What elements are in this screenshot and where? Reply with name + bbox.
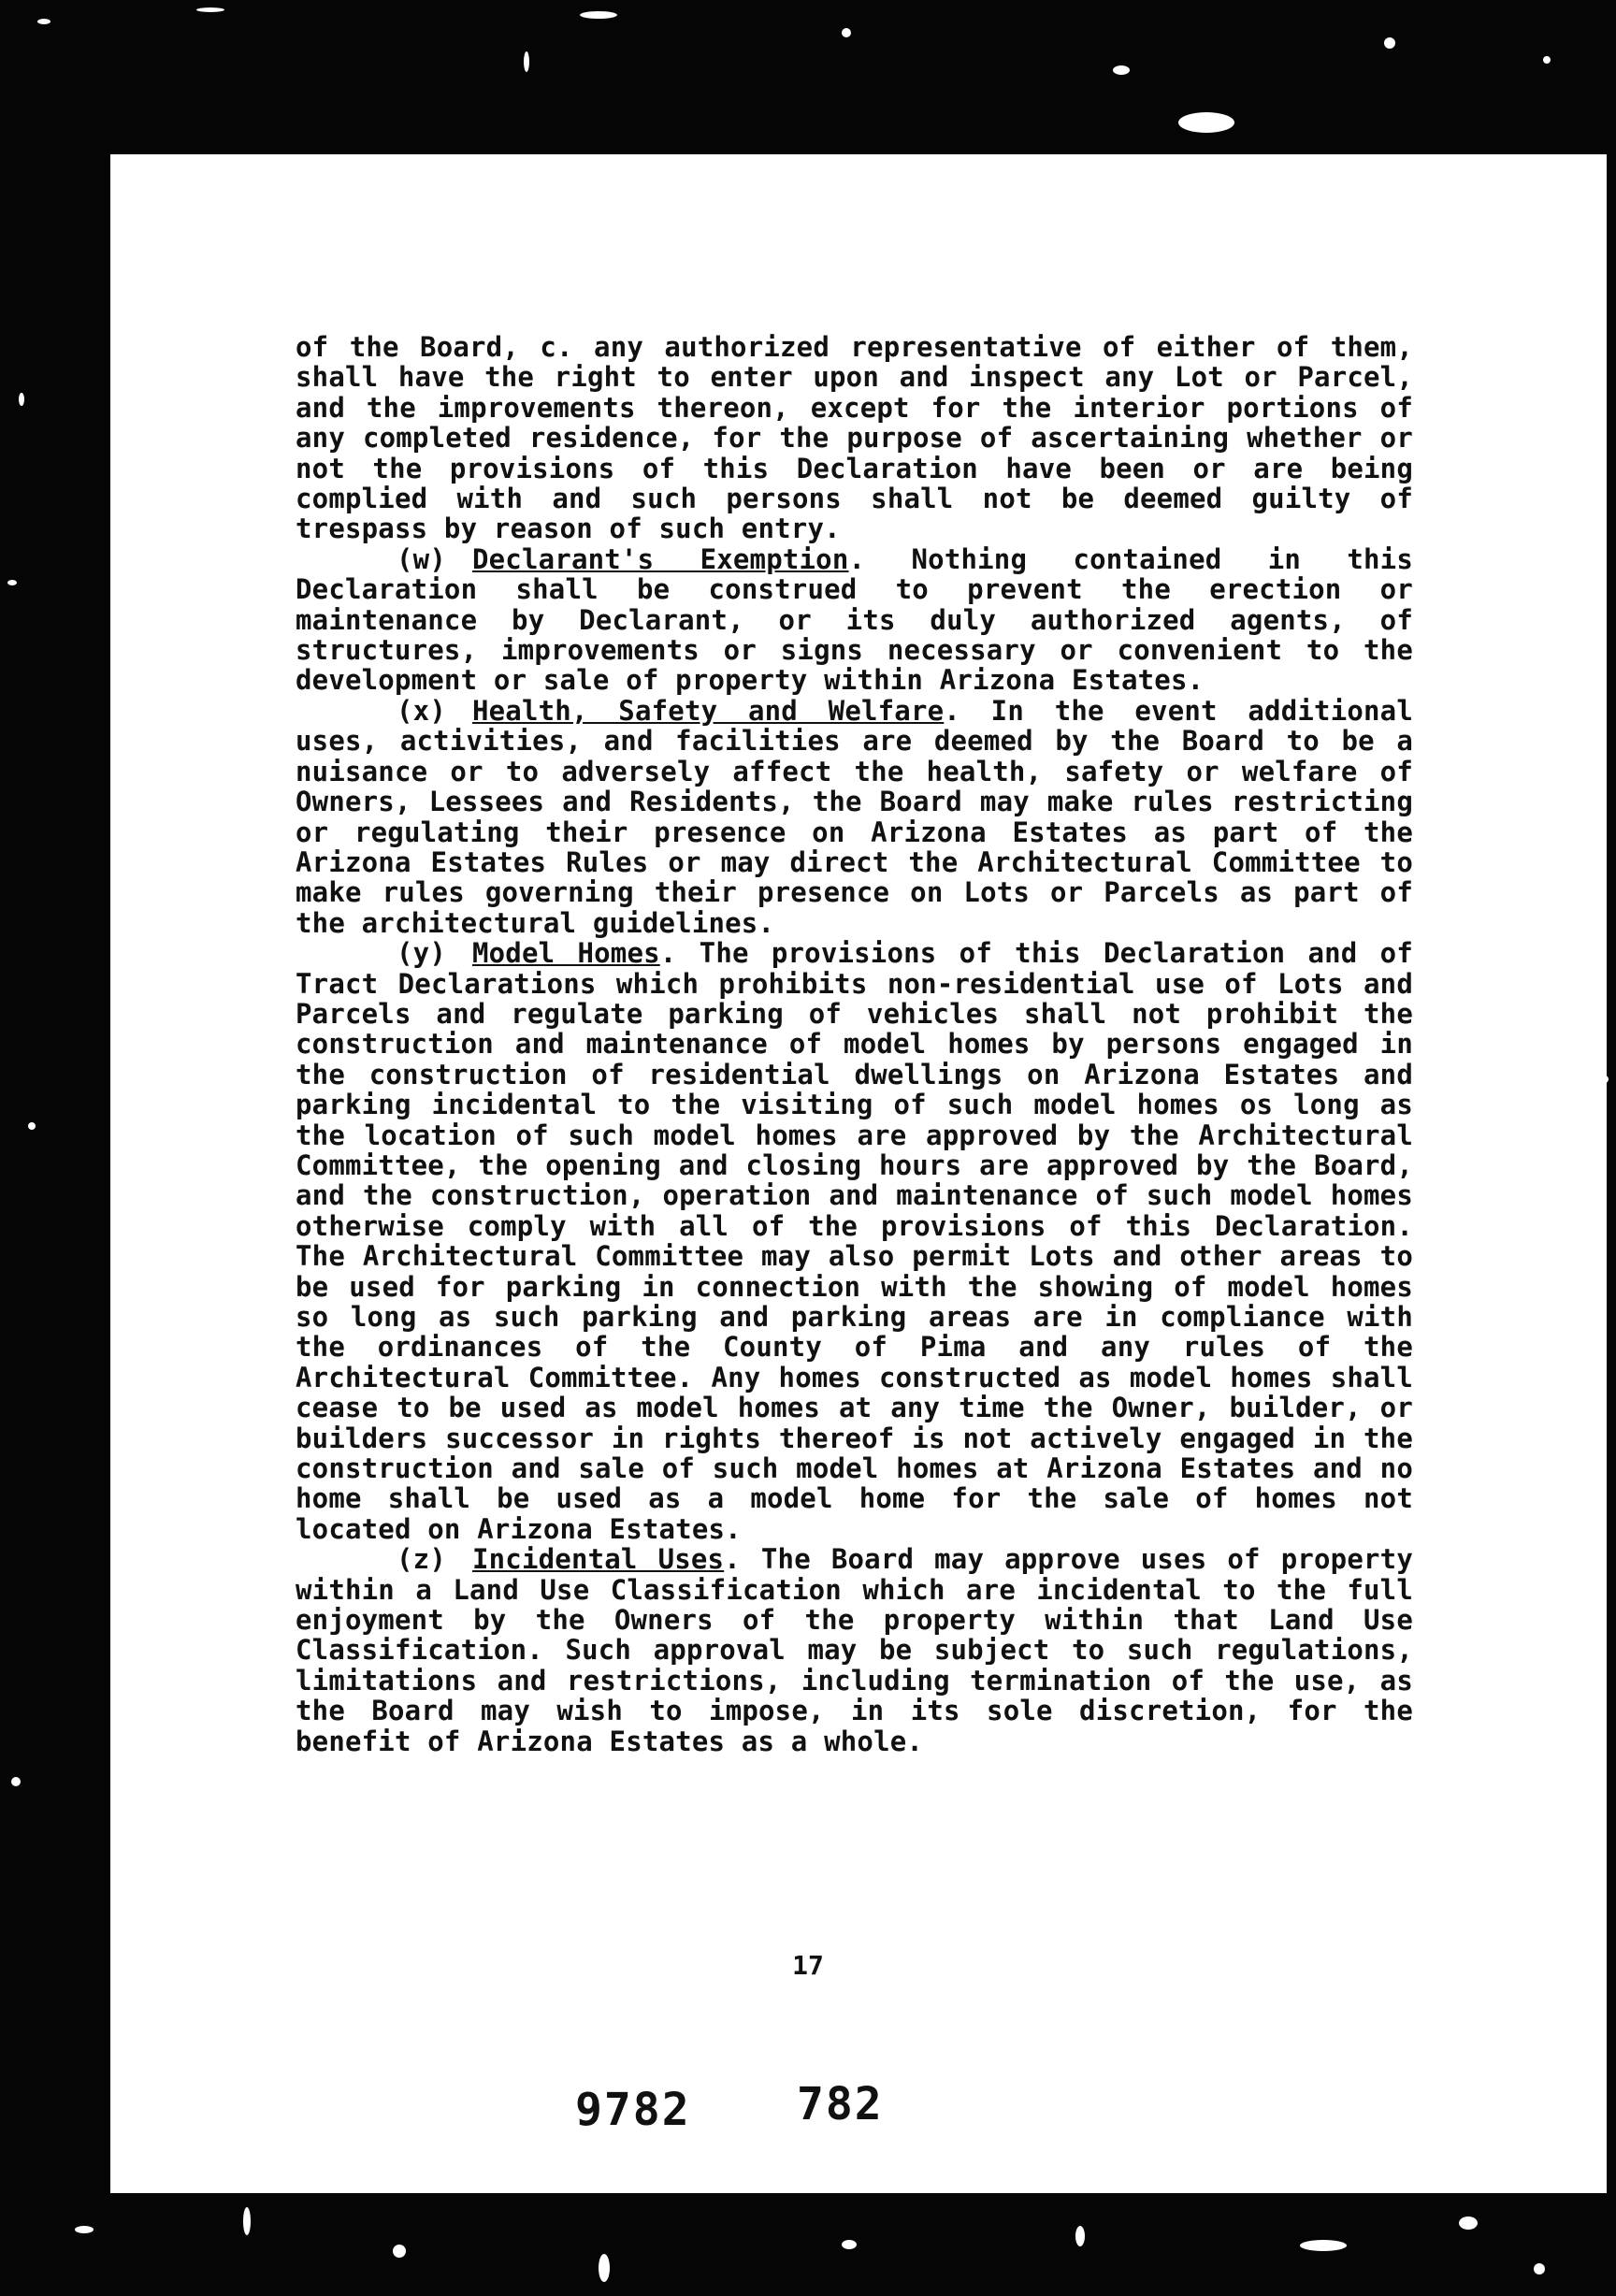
paragraph-y — [296, 938, 1413, 1544]
paragraph-body: . The provisions of this Declaration and of Tract Declarations which prohibits non-residential use of Lots and Parcels and regulate parking of vehicles shall not prohibit the construction and maintenance of model homes by persons engaged in the construction of residential dwellings on Arizona Estates and parking incidental to the visiting of such model homes os long as the location of such model homes are approved by the Architectural Committee, the opening and closing hours are approved by the Board, and the construction, operation and maintenance of such model homes otherwise comply with all of the provisions of this Declaration. The Architectural Committee may also permit Lots and other areas to be used for parking in connection with the showing of model homes so long as such parking and parking areas are in compliance with the ordinances of the County of Pima and any rules of the Architectural Committee. Any homes constructed as model homes shall cease to be used as model homes at any time the Owner, builder, or builders successor in rights thereof is not actively engaged in the construction and sale of such model homes at Arizona Estates and no home shall be used as a model home for the sale of homes not located on Arizona Estates. — [296, 937, 1413, 1545]
paragraph-body: . In the event additional uses, activities, and facilities are deemed by the Board to be a nuisance or to adversely affect the health, safety or welfare of Owners, Lessees and Residents, the Board may make rules restricting or regulating their presence on Arizona Estates as part of the Arizona Estates Rules or may direct the Architectural Committee to make rules governing their presence on Lots or Parcels as part of the architectural guidelines. — [296, 694, 1413, 939]
paragraph-heading: Incidental Uses — [471, 1543, 725, 1576]
paragraph-z — [296, 1544, 1413, 1756]
paragraph-marker: (x) — [397, 694, 446, 727]
document-body — [296, 332, 1413, 1756]
paragraph-heading: Model Homes — [471, 937, 660, 970]
paragraph-heading: Declarant's Exemption — [471, 542, 849, 575]
paragraph-w — [296, 544, 1413, 696]
recording-docket-number: 9782 — [575, 2084, 691, 2136]
paragraph-body: of the Board, c. any authorized representative of either of them, shall have the right to enter upon and inspect any Lot or Parcel, and the improvements thereon, except for the interior portions of any completed residence, for the purpose of ascertaining whether or not the provisions of this Declaration have been or are being complied with and such persons shall not be deemed guilty of trespass by reason of such entry. — [296, 331, 1413, 545]
paragraph-marker: (z) — [397, 1543, 446, 1576]
paragraph-marker: (y) — [397, 937, 446, 970]
paragraph-body: . The Board may approve uses of property within a Land Use Classification which are incidental to the full enjoyment by the Owners of the property within that Land Use Classification. Such approval may be subject to such regulations, limitations and restrictions, including termination of the use, as the Board may wish to impose, in its sole discretion, for the benefit of Arizona Estates as a whole. — [296, 1543, 1413, 1757]
paragraph-marker: (w) — [397, 542, 446, 575]
recording-page-number: 782 — [797, 2078, 884, 2130]
page-number: 17 — [792, 1950, 824, 1981]
paragraph-v-continued — [296, 332, 1413, 544]
paragraph-body: . Nothing contained in this Declaration shall be construed to prevent the erection or maintenance by Declarant, or its duly authorized agents, of structures, improvements or signs necessary or convenient to the development or sale of property within Arizona Estates. — [296, 542, 1413, 697]
paragraph-heading: Health, Safety and Welfare — [471, 694, 945, 727]
paragraph-x — [296, 696, 1413, 938]
